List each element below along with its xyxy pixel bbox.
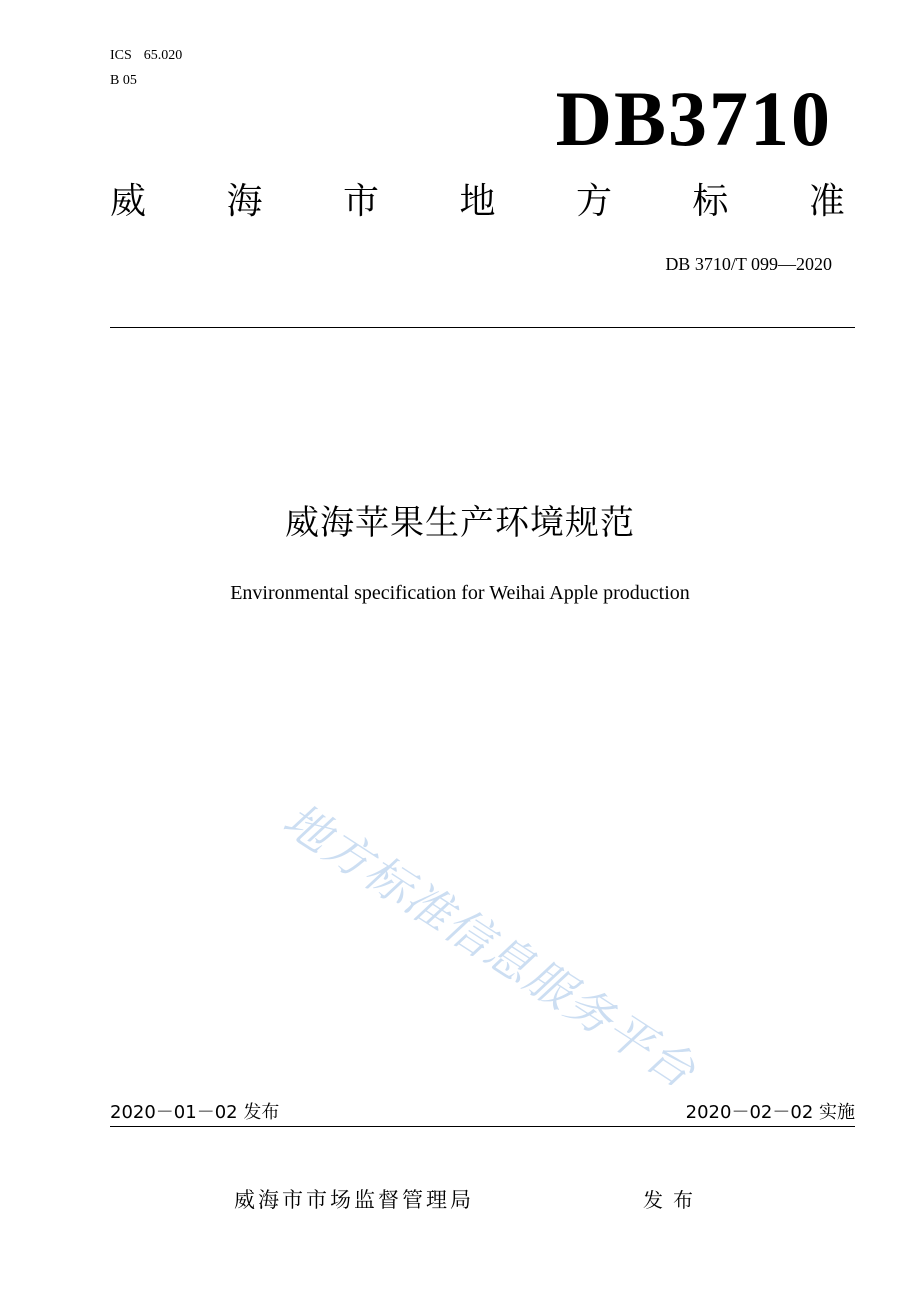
ics-label: ICS [110,48,132,63]
standard-type-char: 威 [110,181,147,222]
issue-label: 发布 [643,1188,703,1212]
ccs-code: B 05 [110,73,137,88]
standard-number: DB 3710/T 099—2020 [665,254,832,274]
standard-type [110,178,845,226]
standard-type-char: 标 [692,181,729,222]
watermark: 地方标准信息服务平台 [273,792,706,1099]
db-code: DB3710 [555,75,832,162]
title-english: Environmental specification for Weihai Apple production [230,582,690,604]
ics-code: 65.020 [143,48,183,63]
ics-classification [110,46,182,66]
issuing-authority: 威海市市场监督管理局 [234,1188,474,1212]
standard-type-char: 海 [226,181,263,222]
standard-type-char: 方 [575,181,612,222]
title-chinese: 威海苹果生产环境规范 [285,503,635,543]
header-divider [110,327,855,328]
standard-type-char: 准 [808,181,845,222]
issue-date: 2020－01－02 发布 [110,1102,280,1123]
standard-type-char: 市 [342,181,379,222]
footer-divider [110,1126,855,1127]
standard-type-char: 地 [459,181,496,222]
implementation-date: 2020－02－02 实施 [685,1102,855,1123]
